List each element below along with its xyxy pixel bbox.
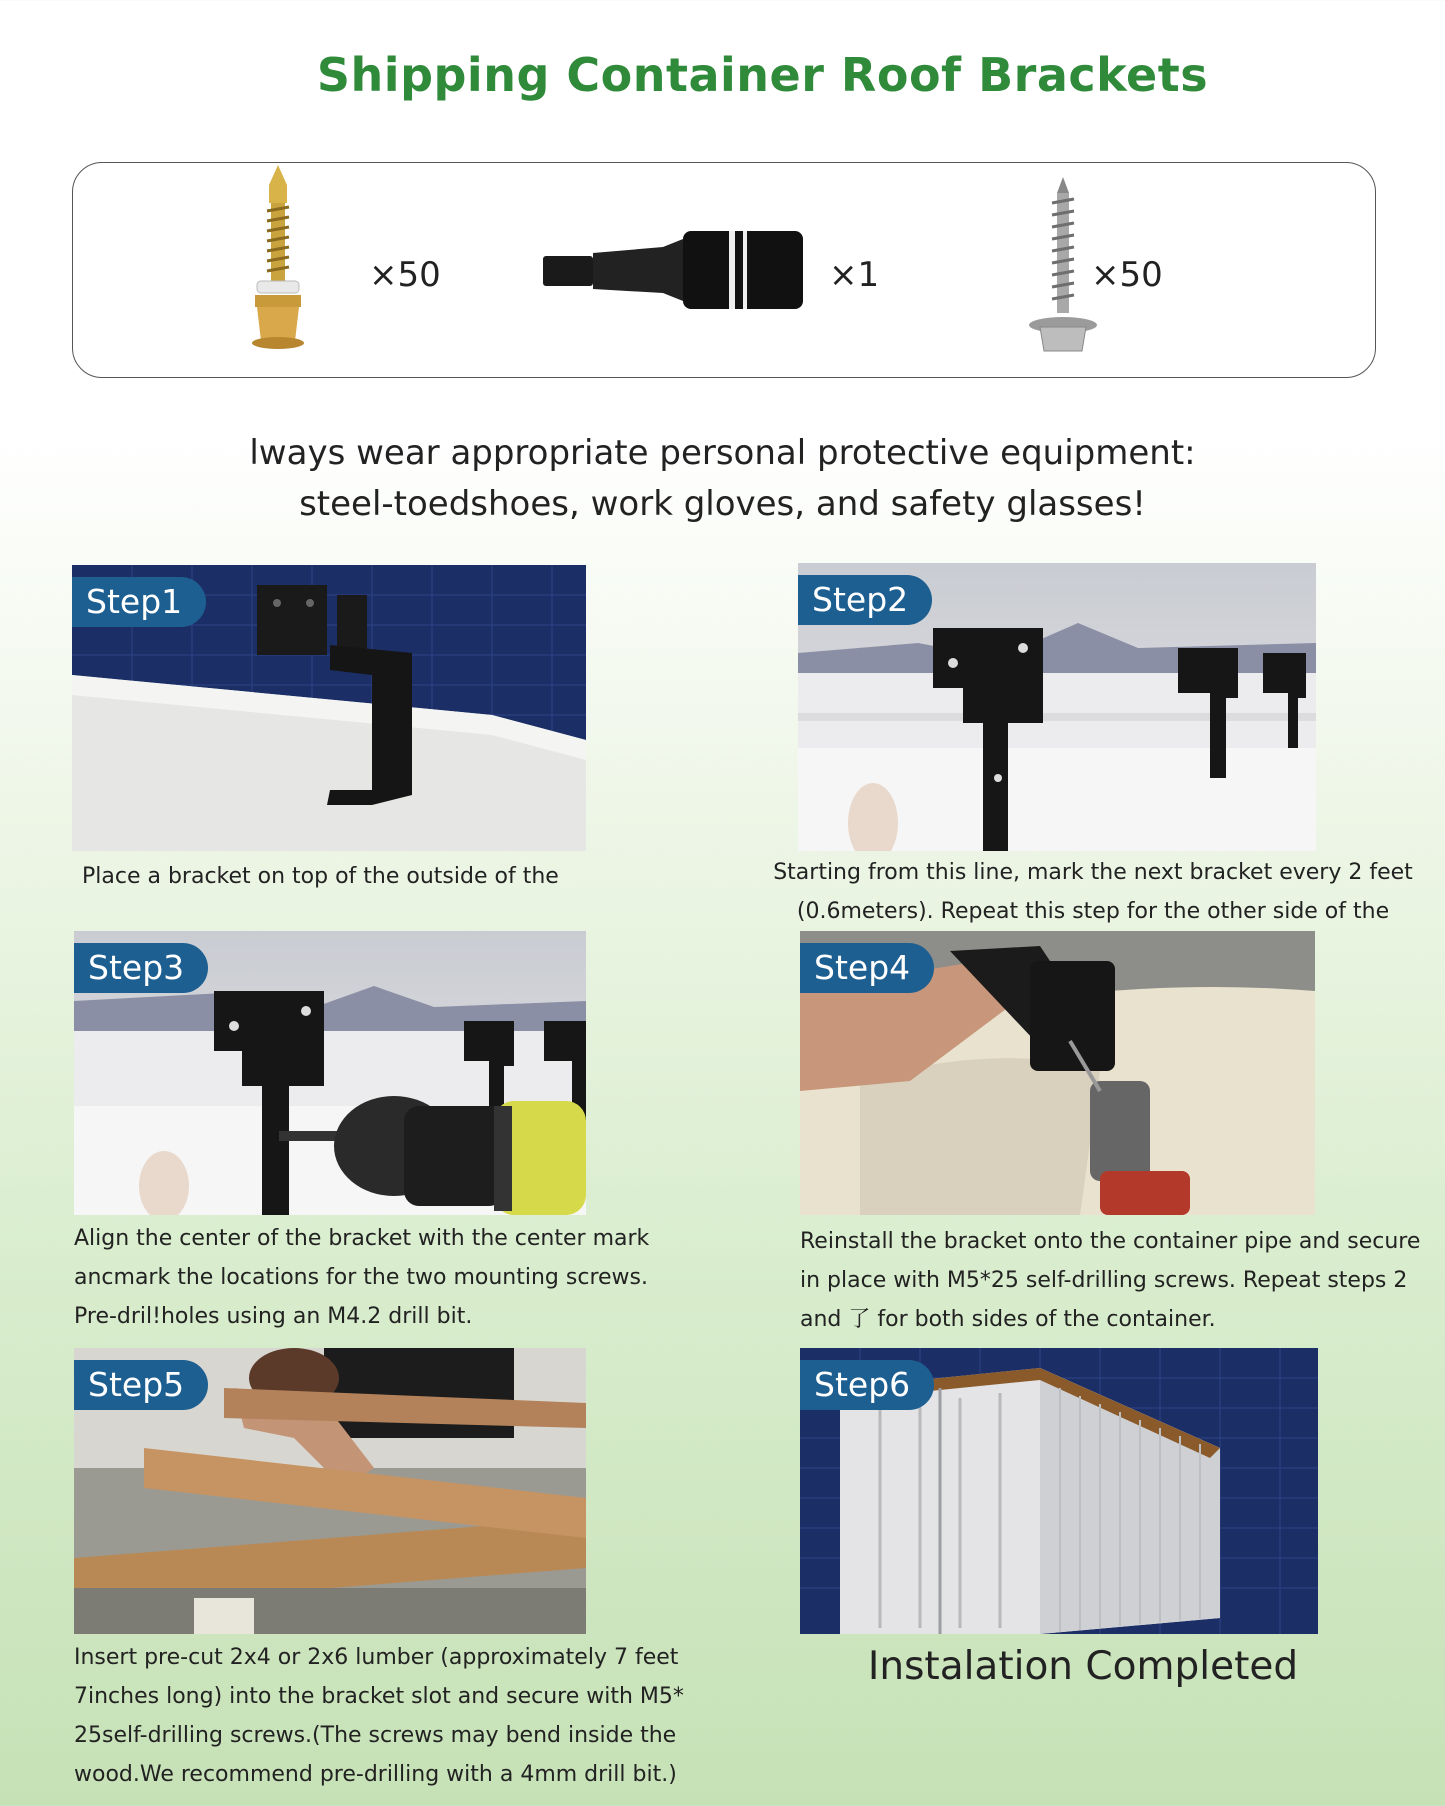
step2-badge: Step2 — [798, 575, 932, 625]
step5-caption: Insert pre-cut 2x4 or 2x6 lumber (approximately 7 feet 7inches long) into the bracket slot and secure with M5* 25self-drilling screws.(The screws may bend inside the wood.We recommend pre-drilling with a 4mm drill bit.) — [74, 1645, 684, 1787]
step5-badge: Step5 — [74, 1360, 208, 1410]
step1-badge: Step1 — [72, 577, 206, 627]
safety-notice-line2: steel-toedshoes, work gloves, and safety glasses! — [299, 484, 1146, 524]
self-drilling-screw-icon — [243, 163, 313, 377]
step5-image — [74, 1348, 586, 1634]
step4-badge: Step4 — [800, 943, 934, 993]
page-title: Shipping Container Roof Brackets — [316, 48, 1209, 102]
step6-image — [800, 1348, 1318, 1634]
parts-item-nut-driver-bit — [543, 163, 813, 377]
step4-image — [800, 931, 1315, 1215]
step3-image — [74, 931, 586, 1215]
qty-self-drilling-screw: ×50 — [369, 255, 441, 295]
step6-badge: Step6 — [800, 1360, 934, 1410]
step1-caption: Place a bracket on top of the outside of the — [82, 864, 559, 889]
step4-caption: Reinstall the bracket onto the container pipe and secure in place with M5*25 self-drilling screws. Repeat steps 2 and 了 for both sides of the container. — [800, 1229, 1421, 1332]
parts-panel — [72, 162, 1376, 378]
qty-flange-head-screw: ×50 — [1091, 255, 1163, 295]
installation-completed-label: Instalation Completed — [867, 1644, 1299, 1689]
qty-nut-driver-bit: ×1 — [829, 255, 880, 295]
safety-notice — [0, 428, 1445, 530]
step3-badge: Step3 — [74, 943, 208, 993]
parts-item-self-drilling-screw — [243, 163, 483, 377]
safety-notice-line1: lways wear appropriate personal protective equipment: — [249, 433, 1196, 473]
step1-image — [72, 565, 586, 851]
step2-caption: Starting from this line, mark the next bracket every 2 feet (0.6meters). Repeat this step for the other side of the — [773, 860, 1413, 924]
step3-caption: Align the center of the bracket with the center mark ancmark the locations for the two mounting screws. Pre-dril!holes using an M4.2 drill bit. — [74, 1226, 650, 1329]
nut-driver-bit-icon — [543, 163, 813, 377]
step2-image — [798, 563, 1316, 851]
